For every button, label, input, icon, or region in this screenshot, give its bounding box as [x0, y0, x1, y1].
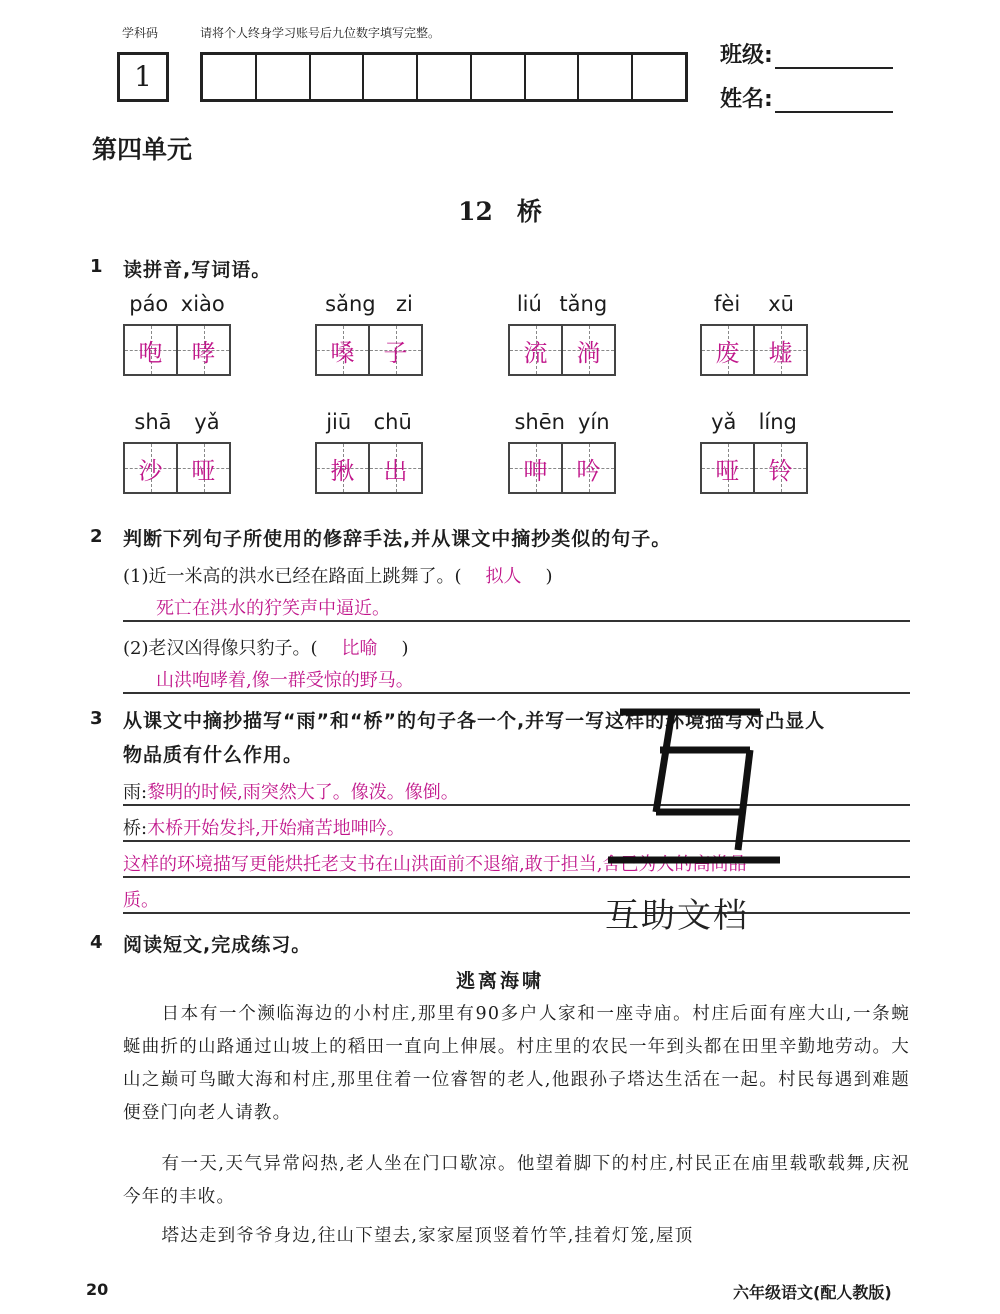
tian-grid[interactable] — [315, 442, 423, 494]
q3-prompt-line-2: 物品质有什么作用。 — [123, 744, 304, 766]
answer-char: 嗓 — [330, 338, 355, 367]
answer-char: 出 — [383, 456, 408, 485]
pinyin-item — [508, 292, 616, 376]
unit-title: 第四单元 — [92, 135, 193, 164]
name-label: 姓名: — [720, 87, 773, 112]
pinyin-item — [315, 410, 423, 494]
grid-cell[interactable] — [125, 444, 178, 492]
q3-rain-answer: 黎明的时候,雨突然大了。像泼。像倒。 — [147, 782, 459, 803]
book-title: 六年级语文(配人教版) — [733, 1283, 892, 1302]
pinyin-row — [123, 292, 231, 320]
pinyin-syllable: tǎng — [559, 292, 608, 316]
q2-s1-close: ) — [545, 566, 553, 587]
q4-prompt: 阅读短文,完成练习。 — [123, 934, 312, 956]
q3-bridge-label: 桥: — [123, 818, 148, 839]
tian-grid[interactable] — [315, 324, 423, 376]
pinyin-syllable: fèi — [714, 292, 741, 316]
pinyin-item — [508, 410, 616, 494]
lesson-heading — [0, 192, 1000, 228]
q1-prompt: 读拼音,写词语。 — [123, 259, 272, 281]
digit-box[interactable] — [579, 55, 633, 99]
grid-cell[interactable] — [702, 326, 755, 374]
pinyin-syllable: yǎ — [194, 410, 220, 434]
grid-cell[interactable] — [125, 326, 178, 374]
class-blank[interactable] — [775, 47, 893, 69]
pinyin-row — [508, 292, 616, 320]
pinyin-item — [700, 410, 808, 494]
pinyin-item — [123, 410, 231, 494]
grid-cell[interactable] — [755, 326, 806, 374]
pinyin-item — [315, 292, 423, 376]
pinyin-syllable: liú — [516, 292, 542, 316]
tian-grid[interactable] — [508, 324, 616, 376]
account-instruction: 请将个人终身学习账号后九位数字填写完整。 — [200, 26, 441, 40]
pinyin-syllable: yǎ — [711, 410, 737, 434]
pinyin-syllable: xiào — [180, 292, 225, 316]
q2-s1-text: (1)近一米高的洪水已经在路面上跳舞了。( — [123, 566, 462, 587]
q3-effect-text-1: 这样的环境描写更能烘托老支书在山洪面前不退缩,敢于担当,舍己为人的高尚品 — [123, 854, 747, 875]
answer-char: 沙 — [138, 456, 163, 485]
class-field[interactable] — [720, 38, 893, 69]
answer-char: 哑 — [191, 456, 216, 485]
q2-prompt: 判断下列句子所使用的修辞手法,并从课文中摘抄类似的句子。 — [123, 528, 672, 550]
grid-cell[interactable] — [510, 444, 563, 492]
account-digit-boxes[interactable] — [200, 52, 688, 102]
tian-grid[interactable] — [123, 442, 231, 494]
pinyin-row — [700, 292, 808, 320]
answer-char: 子 — [383, 338, 408, 367]
q2-s1-answer[interactable]: 拟人 — [485, 566, 522, 587]
tian-grid[interactable] — [123, 324, 231, 376]
grid-cell[interactable] — [563, 444, 614, 492]
pinyin-syllable: jiū — [326, 410, 352, 434]
q3-effect-line-2[interactable] — [123, 884, 910, 914]
digit-box[interactable] — [257, 55, 311, 99]
pinyin-item — [700, 292, 808, 376]
q1-number: 1 — [90, 256, 103, 277]
passage-paragraph-3: 塔达走到爷爷身边,往山下望去,家家屋顶竖着竹竿,挂着灯笼,屋顶 — [161, 1226, 694, 1246]
answer-char: 淌 — [576, 338, 601, 367]
grid-cell[interactable] — [317, 444, 370, 492]
grid-cell[interactable] — [510, 326, 563, 374]
digit-box[interactable] — [311, 55, 365, 99]
passage-title: 逃离海啸 — [455, 970, 544, 992]
answer-char: 流 — [523, 338, 548, 367]
q3-prompt-line-1: 从课文中摘抄描写“雨”和“桥”的句子各一个,并写一写这样的环境描写对凸显人 — [123, 710, 826, 732]
answer-char: 呻 — [523, 456, 548, 485]
pinyin-row — [700, 410, 808, 438]
digit-box[interactable] — [364, 55, 418, 99]
answer-char: 哮 — [191, 338, 216, 367]
answer-char: 哑 — [715, 456, 740, 485]
grid-cell[interactable] — [370, 444, 421, 492]
answer-char: 废 — [715, 338, 740, 367]
q2-s2-answer[interactable]: 比喻 — [341, 638, 378, 659]
tian-grid[interactable] — [700, 442, 808, 494]
pinyin-item — [123, 292, 231, 376]
answer-char: 咆 — [138, 338, 163, 367]
pinyin-row — [315, 410, 423, 438]
q2-number: 2 — [90, 526, 103, 547]
q2-sentence-1 — [123, 562, 553, 588]
grid-cell[interactable] — [178, 326, 229, 374]
q2-answer-line-2[interactable] — [123, 664, 910, 694]
name-blank[interactable] — [775, 91, 893, 113]
watermark-text: 互助文档 — [605, 896, 749, 936]
pinyin-syllable: sǎng — [325, 292, 376, 316]
passage-paragraph-2: 有一天,天气异常闷热,老人坐在门口歇凉。他望着脚下的村庄,村民正在庙里载歌载舞,庆祝今年的丰收。 — [123, 1154, 910, 1207]
passage-paragraph-1: 日本有一个濒临海边的小村庄,那里有90多户人家和一座寺庙。村庄后面有座大山,一条蜿蜒曲折的山路通过山坡上的稻田一直向上伸展。村庄里的农民一年到头都在田里辛勤地劳动。大山之巅可鸟瞰大海和村庄,那里住着一位睿智的老人,他跟孙子塔达生活在一起。村民每遇到难题便登门向老人请教。 — [123, 1004, 910, 1123]
pinyin-syllable: chū — [373, 410, 412, 434]
q2-sentence-2 — [123, 634, 409, 660]
pinyin-syllable: zi — [395, 292, 413, 316]
name-field[interactable] — [720, 82, 893, 113]
q3-rain-label: 雨: — [123, 782, 148, 803]
grid-cell[interactable] — [178, 444, 229, 492]
digit-box[interactable] — [203, 55, 257, 99]
watermark-logo-icon — [600, 700, 800, 880]
q4-number: 4 — [90, 932, 103, 953]
pinyin-row — [508, 410, 616, 438]
subject-code-label: 学科码 — [122, 26, 159, 40]
digit-box[interactable] — [472, 55, 526, 99]
pinyin-syllable: páo — [129, 292, 169, 316]
pinyin-syllable: xū — [768, 292, 794, 316]
lesson-number: 12 — [458, 197, 493, 226]
q2-answer-line-1[interactable] — [123, 592, 910, 622]
q3-bridge-answer: 木桥开始发抖,开始痛苦地呻吟。 — [147, 818, 405, 839]
pinyin-syllable: yín — [577, 410, 610, 434]
q2-s2-copied: 山洪咆哮着,像一群受惊的野马。 — [156, 670, 414, 691]
q3-number: 3 — [90, 708, 103, 729]
grid-cell[interactable] — [563, 326, 614, 374]
pinyin-row — [315, 292, 423, 320]
pinyin-syllable: líng — [758, 410, 797, 434]
answer-char: 吟 — [576, 456, 601, 485]
class-label: 班级: — [720, 43, 773, 68]
digit-box[interactable] — [633, 55, 685, 99]
grid-cell[interactable] — [370, 326, 421, 374]
q2-s1-copied: 死亡在洪水的狞笑声中逼近。 — [156, 598, 390, 619]
pinyin-syllable: shā — [134, 410, 172, 434]
lesson-title: 桥 — [516, 197, 542, 226]
pinyin-syllable: shēn — [514, 410, 565, 434]
tian-grid[interactable] — [508, 442, 616, 494]
q3-effect-text-2: 质。 — [123, 890, 159, 911]
q2-s2-close: ) — [401, 638, 409, 659]
q2-s2-text: (2)老汉凶得像只豹子。( — [123, 638, 318, 659]
tian-grid[interactable] — [700, 324, 808, 376]
digit-box[interactable] — [526, 55, 580, 99]
grid-cell[interactable] — [702, 444, 755, 492]
digit-box[interactable] — [418, 55, 472, 99]
answer-char: 墟 — [768, 338, 793, 367]
subject-code-box: 1 — [117, 52, 169, 102]
grid-cell[interactable] — [317, 326, 370, 374]
grid-cell[interactable] — [755, 444, 806, 492]
pinyin-row — [123, 410, 231, 438]
answer-char: 铃 — [768, 456, 793, 485]
page-number: 20 — [86, 1280, 109, 1299]
answer-char: 揪 — [330, 456, 355, 485]
